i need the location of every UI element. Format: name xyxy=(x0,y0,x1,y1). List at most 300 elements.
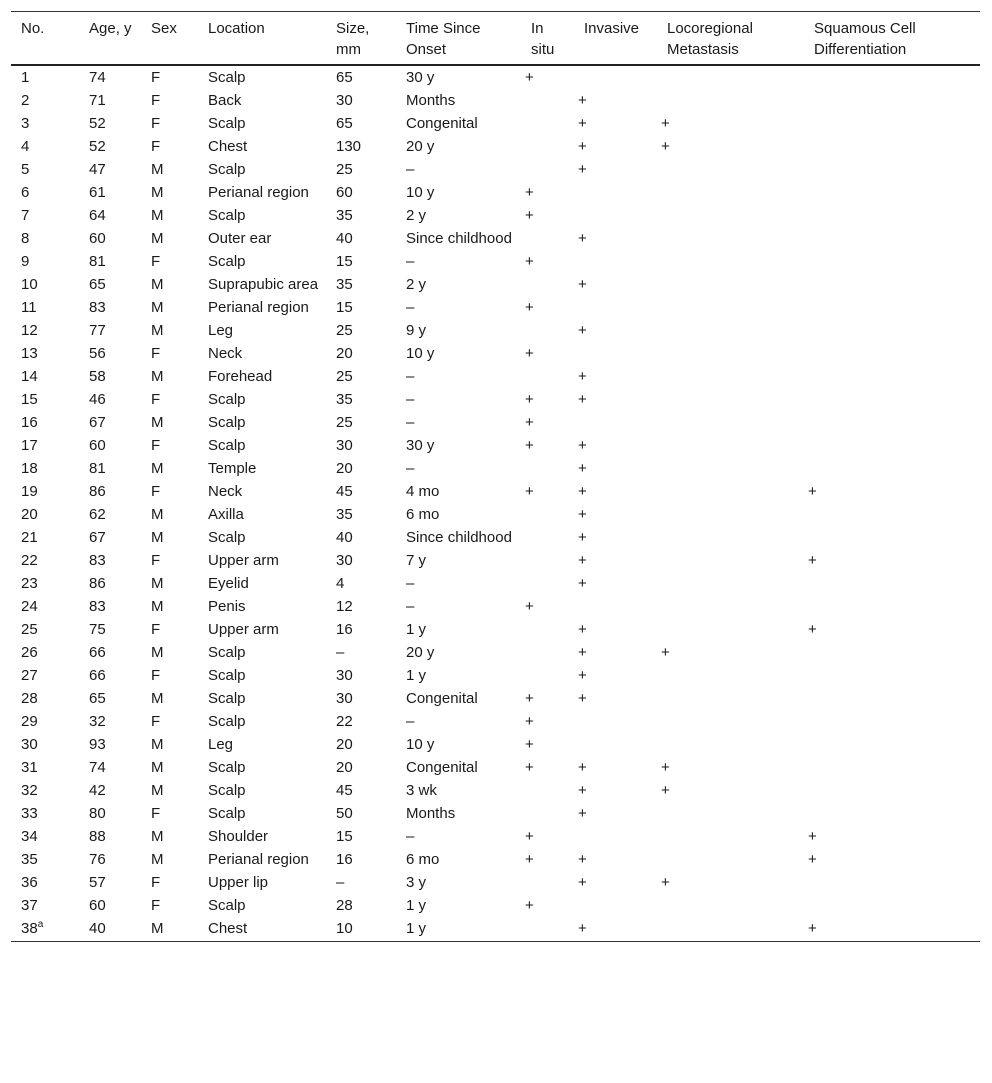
cell-no xyxy=(11,917,79,942)
cell-size: 40 xyxy=(336,230,353,247)
cell-size: 20 xyxy=(336,759,353,776)
cell-invasive: + xyxy=(578,851,587,868)
cell-sex: F xyxy=(151,69,161,86)
table-row xyxy=(11,825,980,848)
cell-sex: M xyxy=(151,828,164,845)
cell-sex: F xyxy=(151,253,161,270)
cell-sex: M xyxy=(151,598,164,615)
cell-sex: M xyxy=(151,690,164,707)
row-number: 35 xyxy=(21,851,38,868)
row-number: 17 xyxy=(21,437,38,454)
cell-location: Axilla xyxy=(208,506,244,523)
cell-size: 50 xyxy=(336,805,353,822)
cell-in-situ: + xyxy=(525,690,534,707)
cell-in-situ: + xyxy=(525,299,534,316)
cell-no xyxy=(11,411,79,434)
cell-locoregional-metastasis xyxy=(657,618,804,641)
cell-time-since-onset: – xyxy=(406,368,415,385)
cell-location: Upper arm xyxy=(208,621,279,638)
cell-no xyxy=(11,181,79,204)
cell-age: 60 xyxy=(89,897,106,914)
cell-time-since-onset: Months xyxy=(406,805,456,822)
cell-age: 32 xyxy=(89,713,106,730)
cell-age: 46 xyxy=(89,391,106,408)
cell-sex: M xyxy=(151,230,164,247)
row-number: 34 xyxy=(21,828,38,845)
cell-squamous-cell-differentiation xyxy=(804,227,980,250)
table-row xyxy=(11,572,980,595)
cell-sex: M xyxy=(151,299,164,316)
cell-no xyxy=(11,756,79,779)
cell-size: 45 xyxy=(336,483,353,500)
cell-size: 30 xyxy=(336,667,353,684)
table-row xyxy=(11,917,980,942)
cell-squamous-cell-differentiation xyxy=(804,457,980,480)
row-number: 29 xyxy=(21,713,38,730)
cell-invasive: + xyxy=(578,368,587,385)
cell-no xyxy=(11,595,79,618)
cell-squamous-cell-differentiation xyxy=(804,296,980,319)
cell-no xyxy=(11,549,79,572)
cell-location: Scalp xyxy=(208,805,246,822)
cell-size: 60 xyxy=(336,184,353,201)
cell-locoregional-metastasis xyxy=(657,480,804,503)
cell-squamous-cell-differentiation xyxy=(804,733,980,756)
cell-location: Scalp xyxy=(208,253,246,270)
cell-in-situ: + xyxy=(525,828,534,845)
cell-squamous-cell-differentiation xyxy=(804,250,980,273)
cell-location: Perianal region xyxy=(208,851,309,868)
cell-size: 22 xyxy=(336,713,353,730)
cell-squamous-cell-differentiation xyxy=(804,204,980,227)
cell-sex: F xyxy=(151,391,161,408)
cell-sex: M xyxy=(151,184,164,201)
cell-age: 77 xyxy=(89,322,106,339)
table-row xyxy=(11,342,980,365)
cell-size: 16 xyxy=(336,621,353,638)
table-row xyxy=(11,112,980,135)
cell-no xyxy=(11,273,79,296)
cell-size: 40 xyxy=(336,529,353,546)
cell-squamous-cell-differentiation xyxy=(804,871,980,894)
cell-locoregional-metastasis xyxy=(657,848,804,871)
cell-locoregional-metastasis xyxy=(657,296,804,319)
cell-time-since-onset: 9 y xyxy=(406,322,427,339)
row-number: 19 xyxy=(21,483,38,500)
cell-invasive: + xyxy=(578,782,587,799)
table-header xyxy=(11,12,980,66)
cell-sex: M xyxy=(151,759,164,776)
cell-locoregional-metastasis xyxy=(657,342,804,365)
cell-age: 81 xyxy=(89,460,106,477)
cell-age: 65 xyxy=(89,276,106,293)
cell-invasive xyxy=(574,733,657,756)
row-number: 2 xyxy=(21,92,30,109)
cell-age: 58 xyxy=(89,368,106,385)
cell-age: 62 xyxy=(89,506,106,523)
table-row xyxy=(11,549,980,572)
cell-sex: F xyxy=(151,138,161,155)
cell-in-situ: + xyxy=(525,184,534,201)
cell-invasive xyxy=(574,204,657,227)
cell-invasive: + xyxy=(578,552,587,569)
cell-in-situ: + xyxy=(525,713,534,730)
row-number: 3 xyxy=(21,115,30,132)
cell-sex: M xyxy=(151,851,164,868)
cell-invasive: + xyxy=(578,759,587,776)
cell-time-since-onset: 3 wk xyxy=(406,782,437,799)
cell-no xyxy=(11,802,79,825)
cell-locoregional-metastasis xyxy=(657,365,804,388)
cell-in-situ xyxy=(521,112,574,135)
table-row xyxy=(11,641,980,664)
cell-size: 15 xyxy=(336,299,353,316)
row-number: 15 xyxy=(21,391,38,408)
cell-age: 47 xyxy=(89,161,106,178)
cell-in-situ: + xyxy=(525,851,534,868)
table-row xyxy=(11,687,980,710)
cell-squamous-cell-differentiation xyxy=(804,434,980,457)
cell-location: Neck xyxy=(208,345,243,362)
cell-invasive: + xyxy=(578,690,587,707)
cell-location: Eyelid xyxy=(208,575,249,592)
cell-no xyxy=(11,526,79,549)
cell-squamous-cell-differentiation xyxy=(804,641,980,664)
cell-location: Outer ear xyxy=(208,230,272,247)
cell-squamous-cell-differentiation xyxy=(804,135,980,158)
cell-locoregional-metastasis: + xyxy=(661,874,670,891)
table-row xyxy=(11,273,980,296)
table-row xyxy=(11,756,980,779)
cell-size: 28 xyxy=(336,897,353,914)
cell-size: 12 xyxy=(336,598,353,615)
cell-in-situ xyxy=(521,89,574,112)
cell-squamous-cell-differentiation xyxy=(804,710,980,733)
row-number: 12 xyxy=(21,322,38,339)
cell-time-since-onset: 1 y xyxy=(406,920,427,937)
table-row xyxy=(11,411,980,434)
row-number: 32 xyxy=(21,782,38,799)
cell-locoregional-metastasis xyxy=(657,388,804,411)
cell-age: 81 xyxy=(89,253,106,270)
cell-sex: M xyxy=(151,920,164,937)
header-squamous-cell-differentiation: Squamous Cell Differentiation xyxy=(814,20,916,58)
cell-location: Scalp xyxy=(208,161,246,178)
table-row xyxy=(11,365,980,388)
cell-age: 74 xyxy=(89,69,106,86)
cell-locoregional-metastasis xyxy=(657,503,804,526)
cell-time-since-onset: 20 y xyxy=(406,644,435,661)
cell-size: 35 xyxy=(336,276,353,293)
cell-in-situ: + xyxy=(525,207,534,224)
cell-in-situ: + xyxy=(525,414,534,431)
cell-sex: M xyxy=(151,414,164,431)
cell-no xyxy=(11,112,79,135)
cell-squamous-cell-differentiation xyxy=(804,894,980,917)
cell-locoregional-metastasis xyxy=(657,204,804,227)
table-row xyxy=(11,250,980,273)
cell-size: 130 xyxy=(336,138,362,155)
cell-location: Scalp xyxy=(208,115,246,132)
cell-locoregional-metastasis xyxy=(657,526,804,549)
cell-sex: F xyxy=(151,92,161,109)
cell-time-since-onset: 2 y xyxy=(406,276,427,293)
cell-in-situ: + xyxy=(525,69,534,86)
cell-locoregional-metastasis xyxy=(657,158,804,181)
cell-time-since-onset: – xyxy=(406,414,415,431)
row-number: 10 xyxy=(21,276,38,293)
cell-size: 15 xyxy=(336,828,353,845)
cell-no xyxy=(11,158,79,181)
cell-in-situ: + xyxy=(525,391,534,408)
cell-size: 20 xyxy=(336,345,353,362)
table-row xyxy=(11,848,980,871)
cell-sex: M xyxy=(151,506,164,523)
table-row xyxy=(11,503,980,526)
cell-size: – xyxy=(336,644,345,661)
cell-time-since-onset: 6 mo xyxy=(406,506,440,523)
table-row xyxy=(11,227,980,250)
table-row xyxy=(11,135,980,158)
cell-sex: F xyxy=(151,621,161,638)
cell-location: Upper lip xyxy=(208,874,269,891)
cell-location: Scalp xyxy=(208,207,246,224)
cell-size: 4 xyxy=(336,575,345,592)
cell-no xyxy=(11,227,79,250)
cell-invasive: + xyxy=(578,138,587,155)
cell-locoregional-metastasis xyxy=(657,572,804,595)
cell-location: Scalp xyxy=(208,437,246,454)
cell-sex: M xyxy=(151,736,164,753)
cell-location: Scalp xyxy=(208,414,246,431)
cell-size: 20 xyxy=(336,460,353,477)
cell-no xyxy=(11,641,79,664)
cell-size: 35 xyxy=(336,391,353,408)
cell-location: Scalp xyxy=(208,529,246,546)
table-row xyxy=(11,181,980,204)
cell-time-since-onset: 2 y xyxy=(406,207,427,224)
table-row xyxy=(11,158,980,181)
cell-squamous-cell-differentiation xyxy=(804,687,980,710)
cell-age: 80 xyxy=(89,805,106,822)
cell-squamous-cell-differentiation: + xyxy=(808,483,817,500)
cell-locoregional-metastasis xyxy=(657,802,804,825)
cell-no xyxy=(11,250,79,273)
row-number: 26 xyxy=(21,644,38,661)
row-number: 30 xyxy=(21,736,38,753)
cell-age: 83 xyxy=(89,299,106,316)
cell-locoregional-metastasis xyxy=(657,250,804,273)
cell-no xyxy=(11,319,79,342)
cell-sex: M xyxy=(151,322,164,339)
row-number: 16 xyxy=(21,414,38,431)
cell-location: Scalp xyxy=(208,713,246,730)
header-locoregional-metastasis: Locoregional Metastasis xyxy=(667,20,753,58)
cell-no xyxy=(11,572,79,595)
cell-age: 66 xyxy=(89,644,106,661)
cell-time-since-onset: 7 y xyxy=(406,552,427,569)
row-number: 28 xyxy=(21,690,38,707)
cell-locoregional-metastasis xyxy=(657,687,804,710)
cell-age: 93 xyxy=(89,736,106,753)
cell-time-since-onset: 30 y xyxy=(406,69,435,86)
cell-time-since-onset: Since childhood xyxy=(406,230,512,247)
cell-time-since-onset: – xyxy=(406,253,415,270)
cell-age: 71 xyxy=(89,92,106,109)
cell-location: Scalp xyxy=(208,644,246,661)
cell-age: 88 xyxy=(89,828,106,845)
cell-invasive: + xyxy=(578,529,587,546)
table-row xyxy=(11,664,980,687)
cell-size: 20 xyxy=(336,736,353,753)
cell-size: 16 xyxy=(336,851,353,868)
row-number: 25 xyxy=(21,621,38,638)
table-row xyxy=(11,480,980,503)
header-location: Location xyxy=(208,20,265,37)
cell-invasive: + xyxy=(578,667,587,684)
cell-in-situ xyxy=(521,779,574,802)
cell-no xyxy=(11,480,79,503)
cell-locoregional-metastasis xyxy=(657,273,804,296)
cell-age: 60 xyxy=(89,437,106,454)
row-number: 11 xyxy=(21,299,37,316)
cell-in-situ xyxy=(521,802,574,825)
cell-size: – xyxy=(336,874,345,891)
cell-time-since-onset: Since childhood xyxy=(406,529,512,546)
cell-squamous-cell-differentiation: + xyxy=(808,552,817,569)
cell-locoregional-metastasis xyxy=(657,825,804,848)
cell-locoregional-metastasis xyxy=(657,181,804,204)
cell-in-situ xyxy=(521,135,574,158)
table-row xyxy=(11,779,980,802)
cell-age: 65 xyxy=(89,690,106,707)
cell-squamous-cell-differentiation xyxy=(804,595,980,618)
row-number: 5 xyxy=(21,161,30,178)
cell-squamous-cell-differentiation: + xyxy=(808,851,817,868)
row-number: 27 xyxy=(21,667,38,684)
cell-squamous-cell-differentiation xyxy=(804,65,980,89)
cell-sex: M xyxy=(151,529,164,546)
cell-size: 35 xyxy=(336,207,353,224)
cell-invasive: + xyxy=(578,805,587,822)
cell-sex: M xyxy=(151,207,164,224)
cell-size: 25 xyxy=(336,161,353,178)
cell-in-situ xyxy=(521,273,574,296)
cell-time-since-onset: – xyxy=(406,299,415,316)
cell-no xyxy=(11,296,79,319)
cell-size: 15 xyxy=(336,253,353,270)
cell-locoregional-metastasis: + xyxy=(661,138,670,155)
cell-size: 65 xyxy=(336,69,353,86)
cell-in-situ: + xyxy=(525,437,534,454)
cell-squamous-cell-differentiation xyxy=(804,503,980,526)
cell-invasive xyxy=(574,342,657,365)
cell-in-situ: + xyxy=(525,897,534,914)
cell-size: 25 xyxy=(336,368,353,385)
cell-squamous-cell-differentiation xyxy=(804,411,980,434)
cell-in-situ xyxy=(521,618,574,641)
cell-sex: F xyxy=(151,483,161,500)
cell-squamous-cell-differentiation xyxy=(804,319,980,342)
row-number: 24 xyxy=(21,598,38,615)
cell-invasive: + xyxy=(578,92,587,109)
row-number: 23 xyxy=(21,575,38,592)
cell-in-situ: + xyxy=(525,736,534,753)
cell-sex: M xyxy=(151,368,164,385)
row-number: 4 xyxy=(21,138,30,155)
cell-in-situ xyxy=(521,365,574,388)
cell-locoregional-metastasis: + xyxy=(661,115,670,132)
cell-size: 45 xyxy=(336,782,353,799)
cell-invasive: + xyxy=(578,506,587,523)
cell-location: Scalp xyxy=(208,897,246,914)
cell-time-since-onset: 4 mo xyxy=(406,483,440,500)
cell-time-since-onset: 10 y xyxy=(406,345,435,362)
row-number: 18 xyxy=(21,460,38,477)
cell-location: Leg xyxy=(208,322,234,339)
cell-no xyxy=(11,503,79,526)
cell-squamous-cell-differentiation xyxy=(804,158,980,181)
table-row xyxy=(11,296,980,319)
cell-invasive: + xyxy=(578,276,587,293)
cell-squamous-cell-differentiation xyxy=(804,181,980,204)
cell-no xyxy=(11,342,79,365)
cell-location: Temple xyxy=(208,460,257,477)
cell-age: 83 xyxy=(89,598,106,615)
cell-time-since-onset: 10 y xyxy=(406,736,435,753)
cell-in-situ xyxy=(521,572,574,595)
cell-sex: M xyxy=(151,276,164,293)
cell-invasive xyxy=(574,825,657,848)
table-row xyxy=(11,434,980,457)
cell-squamous-cell-differentiation xyxy=(804,526,980,549)
cell-invasive xyxy=(574,250,657,273)
cell-invasive: + xyxy=(578,460,587,477)
cell-age: 86 xyxy=(89,575,106,592)
cell-in-situ: + xyxy=(525,345,534,362)
cell-sex: F xyxy=(151,115,161,132)
row-number: 38 xyxy=(21,920,38,937)
cell-sex: M xyxy=(151,575,164,592)
cell-squamous-cell-differentiation xyxy=(804,756,980,779)
header-invasive: Invasive xyxy=(584,20,640,37)
cell-location: Penis xyxy=(208,598,246,615)
cell-locoregional-metastasis: + xyxy=(661,782,670,799)
cell-no xyxy=(11,779,79,802)
cell-in-situ: + xyxy=(525,598,534,615)
cell-no xyxy=(11,618,79,641)
cell-time-since-onset: 10 y xyxy=(406,184,435,201)
cell-in-situ xyxy=(521,227,574,250)
cell-locoregional-metastasis xyxy=(657,434,804,457)
cell-invasive: + xyxy=(578,161,587,178)
cell-time-since-onset: – xyxy=(406,460,415,477)
cell-no xyxy=(11,65,79,89)
cell-location: Forehead xyxy=(208,368,273,385)
cell-age: 42 xyxy=(89,782,106,799)
cell-in-situ: + xyxy=(525,759,534,776)
cell-no xyxy=(11,848,79,871)
cell-invasive: + xyxy=(578,575,587,592)
footnote-marker: a xyxy=(37,919,44,930)
cell-time-since-onset: – xyxy=(406,828,415,845)
row-number: 36 xyxy=(21,874,38,891)
cell-location: Leg xyxy=(208,736,234,753)
cell-locoregional-metastasis xyxy=(657,457,804,480)
cell-size: 25 xyxy=(336,322,353,339)
cell-time-since-onset: 6 mo xyxy=(406,851,440,868)
cases-table xyxy=(11,11,980,942)
